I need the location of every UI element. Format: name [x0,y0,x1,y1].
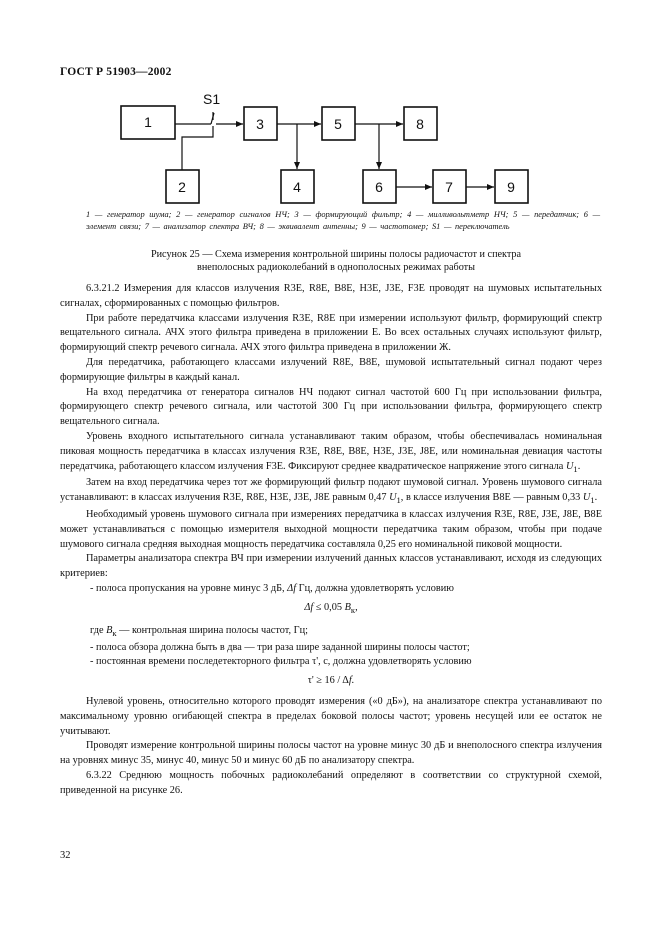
paragraph-input-signal: На вход передатчика от генератора сигналов НЧ подают сигнал частотой 600 Гц при использовании фильтра, формирующего спектр речевого сигнала, или частотой 300 Гц при использовании фильтра, формирующего спектр вещательного сигнала. [60,386,602,428]
paragraph-6-3-21-2: 6.3.21.2 Измерения для классов излучения R3E, R8E, B8E, H3E, J3E, F3E проводят на шумовых испытательных сигналах, сформированных с помощью фильтров. [60,283,602,309]
paragraph-input-level: Уровень входного испытательного сигнала устанавливают таким образом, чтобы обеспечивалась номинальная пиковая мощность передатчика в классах излучения R3E, R8E, B8E, H3E, J3E, J8E, или номинальная девиация частоты передатчика, работающего классом излучения F3E. Фиксируют среднее квадратическое напряжение этого сигнала $U_1$. [60,430,602,474]
block-5 [322,107,355,140]
criterion-bandwidth: - полоса пропускания на уровне минус 3 дБ, Δf Гц, должна удовлетворять условию [90,583,454,595]
paragraph-analyzer-params: Параметры анализатора спектра ВЧ при измерении излучений данных классов устанавливают, исходя из следующих критериев: [60,553,602,580]
block-6-label: 6 [375,179,383,195]
page-number: 32 [60,850,71,861]
block-4 [281,170,314,203]
legend-item-2: 2 — генератор сигналов НЧ; [176,210,290,219]
block-7-label: 7 [445,179,453,195]
paragraph-noise-level: Затем на вход передатчика через тот же формирующий фильтр подают шумовой сигнал. Уровень шумового сигнала устанавливают: в классах излучения R3E, R8E, H3E, J3E, J8E равным 0,47 $U_1$, в классе излучения B8E — равным 0,33 $U_1$. [60,477,602,506]
legend-item-s1: S1 — переключатель [431,222,510,231]
legend-item-9: 9 — частотомер; [361,222,429,231]
block-6 [363,170,396,203]
switch-label: S1 [203,91,221,107]
wire-2-switch [182,126,213,170]
block-4-label: 4 [293,179,301,195]
block-1 [121,106,175,139]
caption-line-1: Рисунок 25 — Схема измерения контрольной ширины полосы радиочастот и спектра [150,249,522,260]
legend-item-6: 6 — элемент связи; [86,210,601,231]
body-text [60,282,602,798]
legend-item-8: 8 — эквивалент антенны; [259,222,358,231]
criterion-time-constant: - постоянная времени последетекторного фильтра τ', с, должна удовлетворять условию [90,656,472,668]
paragraph-zero-level: Нулевой уровень, относительно которого проводят измерения («0 дБ»), на анализаторе спектра устанавливают по максимальному уровню огибающей спектра в пределах боковой полосы частот; уровень несущей или ее остаток не учитывают. [60,695,602,737]
block-5-label: 5 [334,116,342,132]
legend-item-1: 1 — генератор шума; [86,210,172,219]
block-8 [404,107,437,140]
figure-caption [86,248,586,274]
block-3 [244,107,277,140]
legend-item-4: 4 — милливольтметр НЧ; [407,210,509,219]
paragraph-measurement: Проводят измерение контрольной ширины полосы частот на уровне минус 30 дБ и внеполосного спектра излучения на уровнях минус 35, минус 40, минус 50 и минус 60 дБ по анализатору спектра. [60,740,602,767]
formula-where: где $B_к$ — контрольная ширина полосы частот, Гц; [90,624,308,638]
criterion-span: - полоса обзора должна быть в два — три раза шире заданной ширины полосы частот; [90,641,470,653]
formula-bandwidth: Δf ≤ 0,05 $B_к$, [304,601,358,615]
page-header: ГОСТ Р 51903—2002 [60,66,172,78]
block-2-label: 2 [178,179,186,195]
formula-time-constant: τ' ≥ 16 / Δf. [307,675,355,687]
caption-line-2: внеполосных радиоколебаний в однополосных режимах работы [197,262,475,273]
figure-legend [86,209,600,233]
paragraph-noise-setting: Необходимый уровень шумового сигнала при измерениях передатчика в классах излучения R3E, R8E, J3E, J8E, B8E может устанавливаться с помощью измерителя выходной мощности передатчика таким образом, чтобы при подаче шумового сигнала средняя выходная мощность передатчика составляла 0,25 его номинальной пиковой мощности. [60,509,602,550]
legend-item-3: 3 — формирующий фильтр; [294,210,403,219]
legend-item-5: 5 — передатчик; [513,210,580,219]
legend-item-7: 7 — анализатор спектра ВЧ; [144,222,256,231]
block-9-label: 9 [507,179,515,195]
block-2 [166,170,199,203]
block-1-label: 1 [144,114,152,130]
paragraph-r8e-b8e: Для передатчика, работающего классами излучений R8E, B8E, шумовой испытательный сигнал подают через формирующие фильтры в каждый канал. [60,356,602,383]
block-7 [433,170,466,203]
paragraph-6-3-22: 6.3.22 Среднюю мощность побочных радиоколебаний определяют в соответствии со структурной схемой, приведенной на рисунке 26. [60,769,602,796]
block-9 [495,170,528,203]
block-3-label: 3 [256,116,264,132]
block-8-label: 8 [416,116,424,132]
paragraph-filter-choice: При работе передатчика классами излучения R3E, R8E при измерении используют фильтр, формирующий спектр вещательного сигнала. АЧХ этого фильтра приведена в приложении Е. Во всех остальных случаях используют фильтр, формирующий спектр речевого сигнала. АЧХ этого фильтра приведена в приложении Ж. [60,312,602,354]
